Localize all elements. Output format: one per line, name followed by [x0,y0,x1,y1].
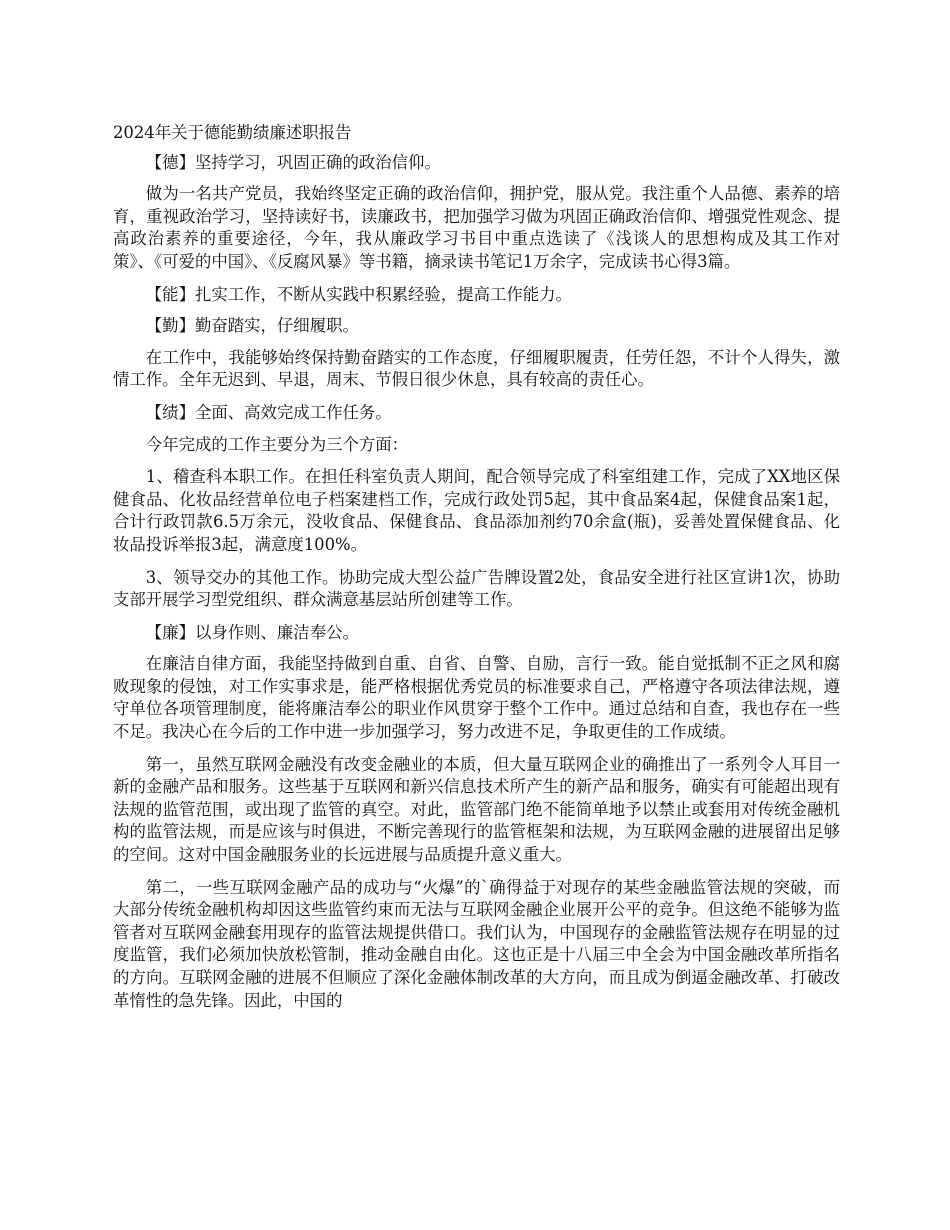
paragraph-ji-item-1: 1、稽查科本职工作。在担任科室负责人期间，配合领导完成了科室组建工作，完成了XX地区保健食品、化妆品经营单位电子档案建档工作，完成行政处罚5起，其中食品案4起，保健食品案1起，合计行政罚款6.5万余元，没收食品、保健食品、食品添加剂约70余盒(瓶)，妥善处置保健食品、化妆品投诉举报3起，满意度100%。 [113,467,840,554]
document-body [113,122,840,1022]
section-heading-lian: 【廉】以身作则、廉洁奉公。 [145,622,359,642]
section-heading-neng: 【能】扎实工作，不断从实践中积累经验，提高工作能力。 [145,284,572,304]
section-heading-qin: 【勤】勤奋踏实，仔细履职。 [145,316,359,336]
paragraph-ji-item-3: 3、领导交办的其他工作。协助完成大型公益广告牌设置2处，食品安全进行社区宣讲1次，协助支部开展学习型党组织、群众满意基层站所创建等工作。 [113,567,840,610]
paragraph-second-point: 第二，一些互联网金融产品的成功与“火爆”的`确得益于对现存的某些金融监管法规的突破，而大部分传统金融机构却因这些监管约束而无法与互联网金融企业展开公平的竞争。但这绝不能够为监管者对互联网金融套用现存的监管法规提供借口。我们认为，中国现存的金融监管法规存在明显的过度监管，我们必须加快放松管制，推动金融自由化。这也正是十八届三中全会为中国金融改革所指名的方向。互联网金融的进展不但顺应了深化金融体制改革的大方向，而且成为倒逼金融改革、打破改革惰性的急先锋。因此，中国的 [113,877,840,1010]
paragraph-de-body: 做为一名共产党员，我始终坚定正确的政治信仰，拥护党，服从党。我注重个人品德、素养的培育，重视政治学习，坚持读好书，读廉政书，把加强学习做为巩固正确政治信仰、增强党性观念、提高政治素养的重要途径，今年，我从廉政学习书目中重点选读了《浅谈人的思想构成及其工作对策》、《可爱的中国》、《反腐风暴》等书籍，摘录读书笔记1万余字，完成读书心得3篇。 [113,184,840,271]
paragraph-lian-body: 在廉洁自律方面，我能坚持做到自重、自省、自警、自励，言行一致。能自觉抵制不正之风和腐败现象的侵蚀，对工作实事求是，能严格根据优秀党员的标准要求自己，严格遵守各项法律法规，遵守单位各项管理制度，能将廉洁奉公的职业作风贯穿于整个工作中。通过总结和自查，我也存在一些不足。我决心在今后的工作中进一步加强学习，努力改进不足，争取更佳的工作成绩。 [113,654,840,742]
paragraph-ji-intro: 今年完成的工作主要分为三个方面： [145,434,409,454]
section-heading-de: 【德】坚持学习，巩固正确的政治信仰。 [145,152,441,172]
paragraph-qin-body: 在工作中，我能够始终保持勤奋踏实的工作态度，仔细履职履责，任劳任怨，不计个人得失，激情工作。全年无迟到、早退，周末、节假日很少休息，具有较高的责任心。 [113,347,840,390]
section-heading-ji: 【绩】全面、高效完成工作任务。 [145,402,392,422]
document-title: 2024年关于德能勤绩廉述职报告 [113,123,352,142]
paragraph-first-point: 第一，虽然互联网金融没有改变金融业的本质，但大量互联网企业的确推出了一系列令人耳目一新的金融产品和服务。这些基于互联网和新兴信息技术所产生的新产品和服务，确实有可能超出现有法规的监管范围，或出现了监管的真空。对此，监管部门绝不能简单地予以禁止或套用对传统金融机构的监管法规，而是应该与时俱进，不断完善现行的监管框架和法规，为互联网金融的进展留出足够的空间。这对中国金融服务业的长远进展与品质提升意义重大。 [113,754,840,865]
